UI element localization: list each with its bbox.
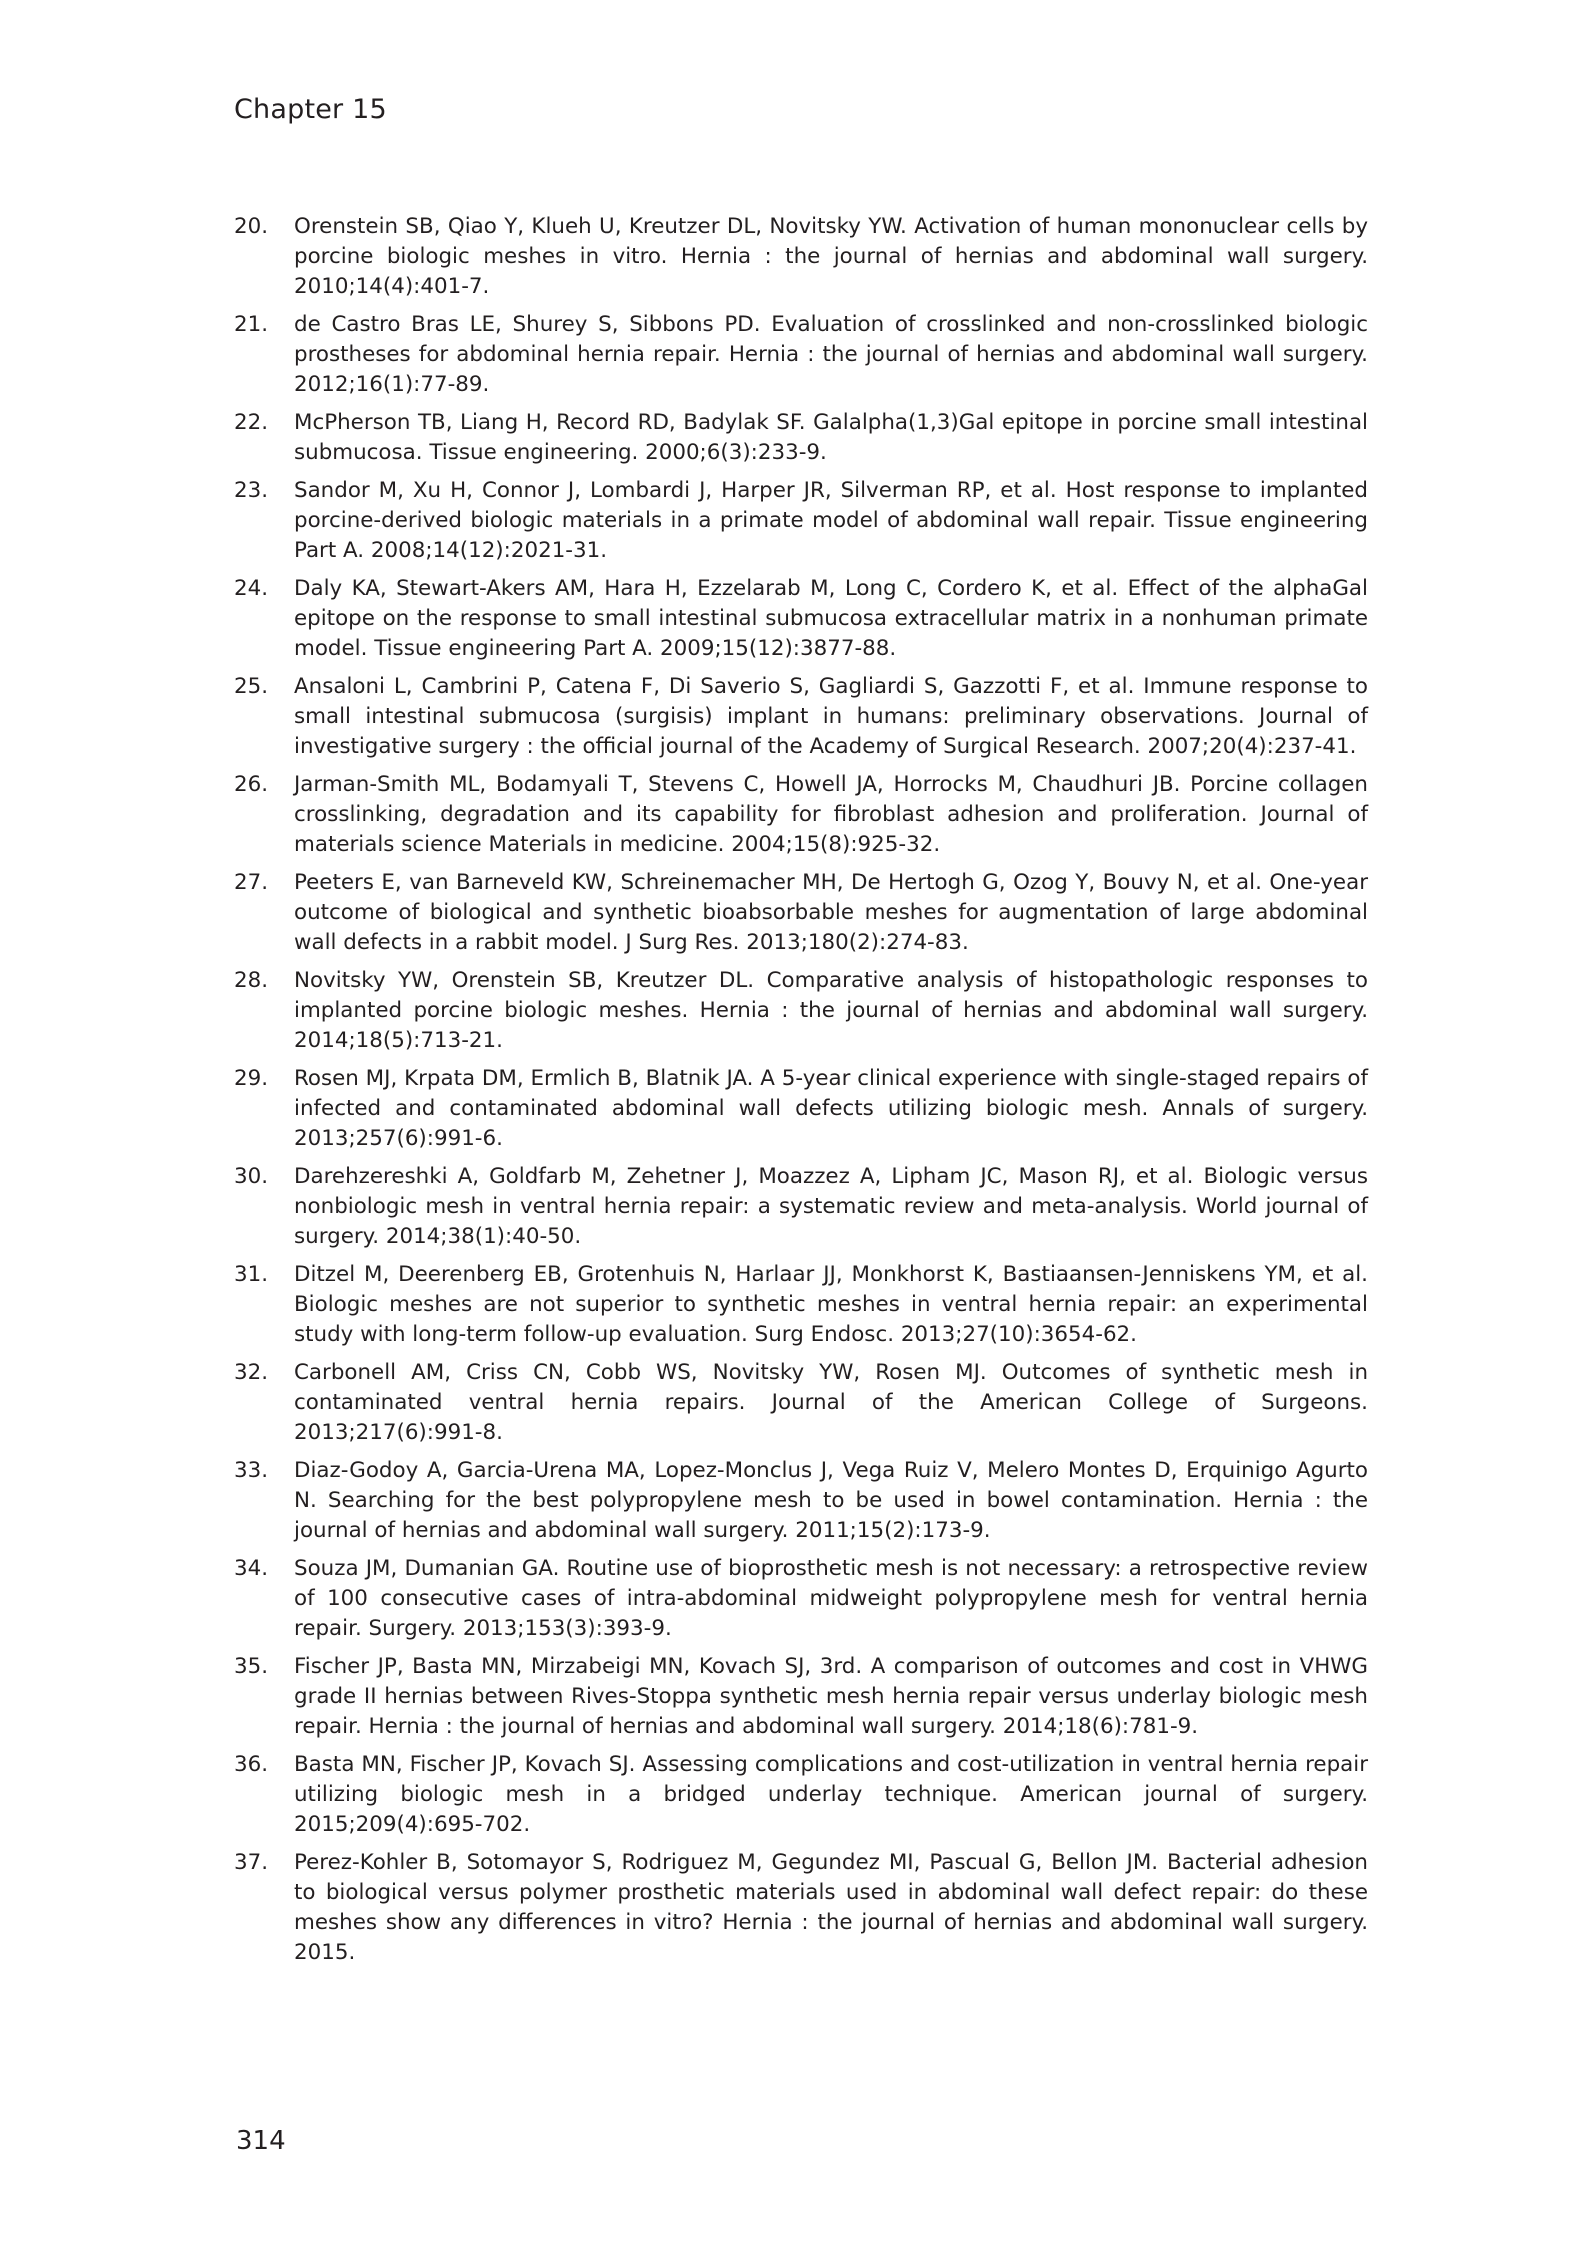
reference-item (234, 1652, 1368, 1742)
reference-number: 24. (234, 576, 269, 601)
page-number: 314 (236, 2126, 286, 2156)
reference-number: 32. (234, 1360, 269, 1385)
reference-list (234, 212, 1368, 1976)
reference-item (234, 1064, 1368, 1154)
reference-item (234, 1750, 1368, 1840)
reference-text: Daly KA, Stewart-Akers AM, Hara H, Ezzelarab M, Long C, Cordero K, et al. Effect of the alphaGal epitope on the response to small intestinal submucosa extracellular matrix in a nonhuman primate model. Tissue engineering Part A. 2009;15(12):3877-88. (294, 576, 1368, 661)
reference-text: Ansaloni L, Cambrini P, Catena F, Di Saverio S, Gagliardi S, Gazzotti F, et al. Immune response to small intestinal submucosa (surgisis) implant in humans: preliminary observations. Journal of investigative surgery : the official journal of the Academy of Surgical Research. 2007;20(4):237-41. (294, 674, 1368, 759)
reference-number: 31. (234, 1262, 269, 1287)
reference-item (234, 1162, 1368, 1252)
reference-item (234, 574, 1368, 664)
reference-number: 21. (234, 312, 269, 337)
reference-text: Jarman-Smith ML, Bodamyali T, Stevens C, Howell JA, Horrocks M, Chaudhuri JB. Porcine collagen crosslinking, degradation and its capability for fibroblast adhesion and proliferation. Journal of materials science Materials in medicine. 2004;15(8):925-32. (294, 772, 1368, 857)
reference-text: de Castro Bras LE, Shurey S, Sibbons PD. Evaluation of crosslinked and non-crosslinked biologic prostheses for abdominal hernia repair. Hernia : the journal of hernias and abdominal wall surgery. 2012;16(1):77-89. (294, 312, 1368, 397)
reference-item (234, 868, 1368, 958)
reference-number: 29. (234, 1066, 269, 1091)
reference-number: 20. (234, 214, 269, 239)
reference-item (234, 770, 1368, 860)
reference-item (234, 1358, 1368, 1448)
reference-text: Fischer JP, Basta MN, Mirzabeigi MN, Kovach SJ, 3rd. A comparison of outcomes and cost in VHWG grade II hernias between Rives-Stoppa synthetic mesh hernia repair versus underlay biologic mesh repair. Hernia : the journal of hernias and abdominal wall surgery. 2014;18(6):781-9. (294, 1654, 1368, 1739)
reference-number: 25. (234, 674, 269, 699)
reference-text: Souza JM, Dumanian GA. Routine use of bioprosthetic mesh is not necessary: a retrospective review of 100 consecutive cases of intra-abdominal midweight polypropylene mesh for ventral hernia repair. Surgery. 2013;153(3):393-9. (294, 1556, 1368, 1641)
reference-text: Sandor M, Xu H, Connor J, Lombardi J, Harper JR, Silverman RP, et al. Host response to implanted porcine-derived biologic materials in a primate model of abdominal wall repair. Tissue engineering Part A. 2008;14(12):2021-31. (294, 478, 1368, 563)
reference-text: Ditzel M, Deerenberg EB, Grotenhuis N, Harlaar JJ, Monkhorst K, Bastiaansen-Jenniskens YM, et al. Biologic meshes are not superior to synthetic meshes in ventral hernia repair: an experimental study with long-term follow-up evaluation. Surg Endosc. 2013;27(10):3654-62. (294, 1262, 1368, 1347)
reference-number: 36. (234, 1752, 269, 1777)
reference-number: 27. (234, 870, 269, 895)
reference-item (234, 310, 1368, 400)
reference-text: Peeters E, van Barneveld KW, Schreinemacher MH, De Hertogh G, Ozog Y, Bouvy N, et al. One-year outcome of biological and synthetic bioabsorbable meshes for augmentation of large abdominal wall defects in a rabbit model. J Surg Res. 2013;180(2):274-83. (294, 870, 1368, 955)
reference-number: 23. (234, 478, 269, 503)
reference-text: Perez-Kohler B, Sotomayor S, Rodriguez M, Gegundez MI, Pascual G, Bellon JM. Bacterial adhesion to biological versus polymer prosthetic materials used in abdominal wall defect repair: do these meshes show any differences in vitro? Hernia : the journal of hernias and abdominal wall surgery. 2015. (294, 1850, 1368, 1965)
reference-number: 34. (234, 1556, 269, 1581)
reference-item (234, 408, 1368, 468)
reference-text: McPherson TB, Liang H, Record RD, Badylak SF. Galalpha(1,3)Gal epitope in porcine small intestinal submucosa. Tissue engineering. 2000;6(3):233-9. (294, 410, 1368, 465)
reference-item (234, 1554, 1368, 1644)
reference-item (234, 672, 1368, 762)
reference-number: 35. (234, 1654, 269, 1679)
reference-item (234, 212, 1368, 302)
reference-item (234, 1260, 1368, 1350)
reference-text: Diaz-Godoy A, Garcia-Urena MA, Lopez-Monclus J, Vega Ruiz V, Melero Montes D, Erquinigo Agurto N. Searching for the best polypropylene mesh to be used in bowel contamination. Hernia : the journal of hernias and abdominal wall surgery. 2011;15(2):173-9. (294, 1458, 1368, 1543)
reference-text: Basta MN, Fischer JP, Kovach SJ. Assessing complications and cost-utilization in ventral hernia repair utilizing biologic mesh in a bridged underlay technique. American journal of surgery. 2015;209(4):695-702. (294, 1752, 1368, 1837)
reference-item (234, 476, 1368, 566)
reference-number: 37. (234, 1850, 269, 1875)
reference-text: Carbonell AM, Criss CN, Cobb WS, Novitsky YW, Rosen MJ. Outcomes of synthetic mesh in contaminated ventral hernia repairs. Journal of the American College of Surgeons. 2013;217(6):991-8. (294, 1360, 1368, 1445)
reference-number: 26. (234, 772, 269, 797)
reference-item (234, 1848, 1368, 1968)
reference-number: 33. (234, 1458, 269, 1483)
reference-item (234, 966, 1368, 1056)
reference-text: Novitsky YW, Orenstein SB, Kreutzer DL. Comparative analysis of histopathologic responses to implanted porcine biologic meshes. Hernia : the journal of hernias and abdominal wall surgery. 2014;18(5):713-21. (294, 968, 1368, 1053)
reference-item (234, 1456, 1368, 1546)
reference-text: Orenstein SB, Qiao Y, Klueh U, Kreutzer DL, Novitsky YW. Activation of human mononuclear cells by porcine biologic meshes in vitro. Hernia : the journal of hernias and abdominal wall surgery. 2010;14(4):401-7. (294, 214, 1368, 299)
reference-text: Rosen MJ, Krpata DM, Ermlich B, Blatnik JA. A 5-year clinical experience with single-staged repairs of infected and contaminated abdominal wall defects utilizing biologic mesh. Annals of surgery. 2013;257(6):991-6. (294, 1066, 1368, 1151)
reference-text: Darehzereshki A, Goldfarb M, Zehetner J, Moazzez A, Lipham JC, Mason RJ, et al. Biologic versus nonbiologic mesh in ventral hernia repair: a systematic review and meta-analysis. World journal of surgery. 2014;38(1):40-50. (294, 1164, 1368, 1249)
chapter-running-head: Chapter 15 (234, 94, 387, 125)
reference-number: 28. (234, 968, 269, 993)
reference-number: 22. (234, 410, 269, 435)
reference-number: 30. (234, 1164, 269, 1189)
